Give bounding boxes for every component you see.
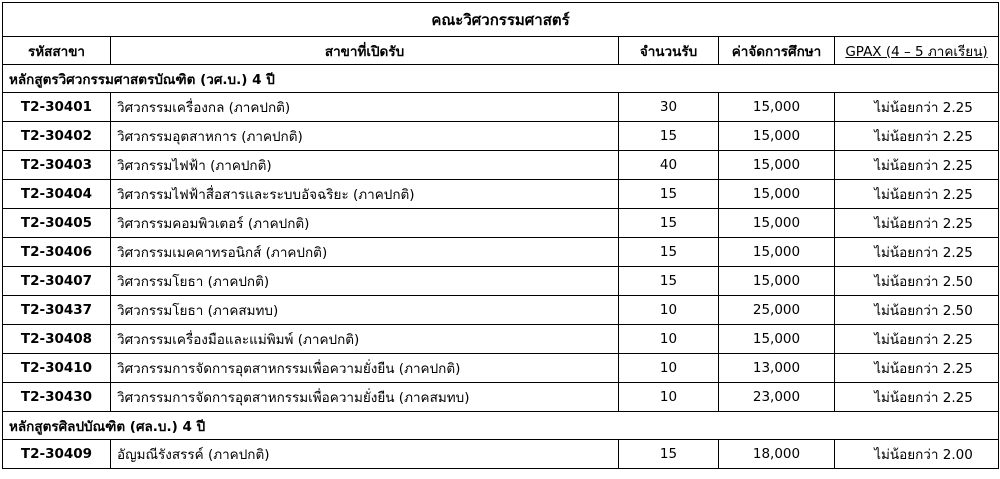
table-row: [3, 151, 999, 180]
cell-fee: 15,000: [719, 209, 835, 238]
cell-major: อัญมณีรังสรรค์ (ภาคปกติ): [111, 440, 619, 469]
cell-gpax: ไม่น้อยกว่า 2.25: [835, 325, 999, 354]
cell-seats: 15: [619, 180, 719, 209]
cell-fee: 23,000: [719, 383, 835, 412]
cell-code: T2-30402: [3, 122, 111, 151]
cell-gpax: ไม่น้อยกว่า 2.25: [835, 180, 999, 209]
section-row: [3, 412, 999, 440]
cell-major: วิศวกรรมคอมพิวเตอร์ (ภาคปกติ): [111, 209, 619, 238]
cell-seats: 15: [619, 238, 719, 267]
section-label: หลักสูตรศิลปบัณฑิต (ศล.บ.) 4 ปี: [3, 412, 999, 440]
cell-seats: 15: [619, 122, 719, 151]
table-row: [3, 209, 999, 238]
section-label: หลักสูตรวิศวกรรมศาสตรบัณฑิต (วศ.บ.) 4 ปี: [3, 65, 999, 93]
cell-major: วิศวกรรมไฟฟ้าสื่อสารและระบบอัจฉริยะ (ภาคปกติ): [111, 180, 619, 209]
cell-code: T2-30401: [3, 93, 111, 122]
table-row: [3, 296, 999, 325]
cell-code: T2-30409: [3, 440, 111, 469]
cell-major: วิศวกรรมโยธา (ภาคปกติ): [111, 267, 619, 296]
table-row: [3, 122, 999, 151]
cell-code: T2-30407: [3, 267, 111, 296]
cell-seats: 10: [619, 325, 719, 354]
cell-major: วิศวกรรมไฟฟ้า (ภาคปกติ): [111, 151, 619, 180]
table-row: [3, 93, 999, 122]
cell-fee: 13,000: [719, 354, 835, 383]
cell-code: T2-30437: [3, 296, 111, 325]
header-code: รหัสสาขา: [3, 37, 111, 65]
table-row: [3, 180, 999, 209]
admission-table: [2, 2, 999, 469]
table-row: [3, 440, 999, 469]
header-seats: จำนวนรับ: [619, 37, 719, 65]
cell-fee: 15,000: [719, 122, 835, 151]
cell-code: T2-30404: [3, 180, 111, 209]
cell-seats: 15: [619, 267, 719, 296]
table-row: [3, 267, 999, 296]
header-row: [3, 37, 999, 65]
cell-seats: 10: [619, 383, 719, 412]
table-row: [3, 354, 999, 383]
cell-fee: 15,000: [719, 238, 835, 267]
cell-code: T2-30410: [3, 354, 111, 383]
cell-gpax: ไม่น้อยกว่า 2.00: [835, 440, 999, 469]
cell-fee: 18,000: [719, 440, 835, 469]
cell-gpax: ไม่น้อยกว่า 2.25: [835, 209, 999, 238]
cell-major: วิศวกรรมเมคคาทรอนิกส์ (ภาคปกติ): [111, 238, 619, 267]
cell-code: T2-30430: [3, 383, 111, 412]
cell-code: T2-30406: [3, 238, 111, 267]
cell-major: วิศวกรรมเครื่องมือและแม่พิมพ์ (ภาคปกติ): [111, 325, 619, 354]
cell-seats: 30: [619, 93, 719, 122]
cell-fee: 25,000: [719, 296, 835, 325]
cell-seats: 10: [619, 296, 719, 325]
cell-fee: 15,000: [719, 180, 835, 209]
cell-gpax: ไม่น้อยกว่า 2.25: [835, 151, 999, 180]
cell-seats: 40: [619, 151, 719, 180]
table-row: [3, 325, 999, 354]
cell-gpax: ไม่น้อยกว่า 2.25: [835, 354, 999, 383]
header-major: สาขาที่เปิดรับ: [111, 37, 619, 65]
section-row: [3, 65, 999, 93]
header-fee: ค่าจัดการศึกษา: [719, 37, 835, 65]
cell-gpax: ไม่น้อยกว่า 2.25: [835, 383, 999, 412]
cell-seats: 15: [619, 209, 719, 238]
cell-seats: 10: [619, 354, 719, 383]
cell-gpax: ไม่น้อยกว่า 2.25: [835, 122, 999, 151]
cell-major: วิศวกรรมเครื่องกล (ภาคปกติ): [111, 93, 619, 122]
cell-seats: 15: [619, 440, 719, 469]
cell-gpax: ไม่น้อยกว่า 2.25: [835, 93, 999, 122]
cell-fee: 15,000: [719, 325, 835, 354]
header-gpax: GPAX (4 – 5 ภาคเรียน): [835, 37, 999, 65]
faculty-title: คณะวิศวกรรมศาสตร์: [3, 3, 999, 37]
table-row: [3, 383, 999, 412]
cell-major: วิศวกรรมโยธา (ภาคสมทบ): [111, 296, 619, 325]
cell-code: T2-30405: [3, 209, 111, 238]
cell-gpax: ไม่น้อยกว่า 2.25: [835, 238, 999, 267]
cell-fee: 15,000: [719, 93, 835, 122]
cell-code: T2-30408: [3, 325, 111, 354]
cell-major: วิศวกรรมอุตสาหการ (ภาคปกติ): [111, 122, 619, 151]
cell-gpax: ไม่น้อยกว่า 2.50: [835, 267, 999, 296]
cell-gpax: ไม่น้อยกว่า 2.50: [835, 296, 999, 325]
cell-code: T2-30403: [3, 151, 111, 180]
cell-fee: 15,000: [719, 151, 835, 180]
cell-major: วิศวกรรมการจัดการอุตสาหกรรมเพื่อความยั่งยืน (ภาคสมทบ): [111, 383, 619, 412]
cell-fee: 15,000: [719, 267, 835, 296]
cell-major: วิศวกรรมการจัดการอุตสาหกรรมเพื่อความยั่งยืน (ภาคปกติ): [111, 354, 619, 383]
table-row: [3, 238, 999, 267]
